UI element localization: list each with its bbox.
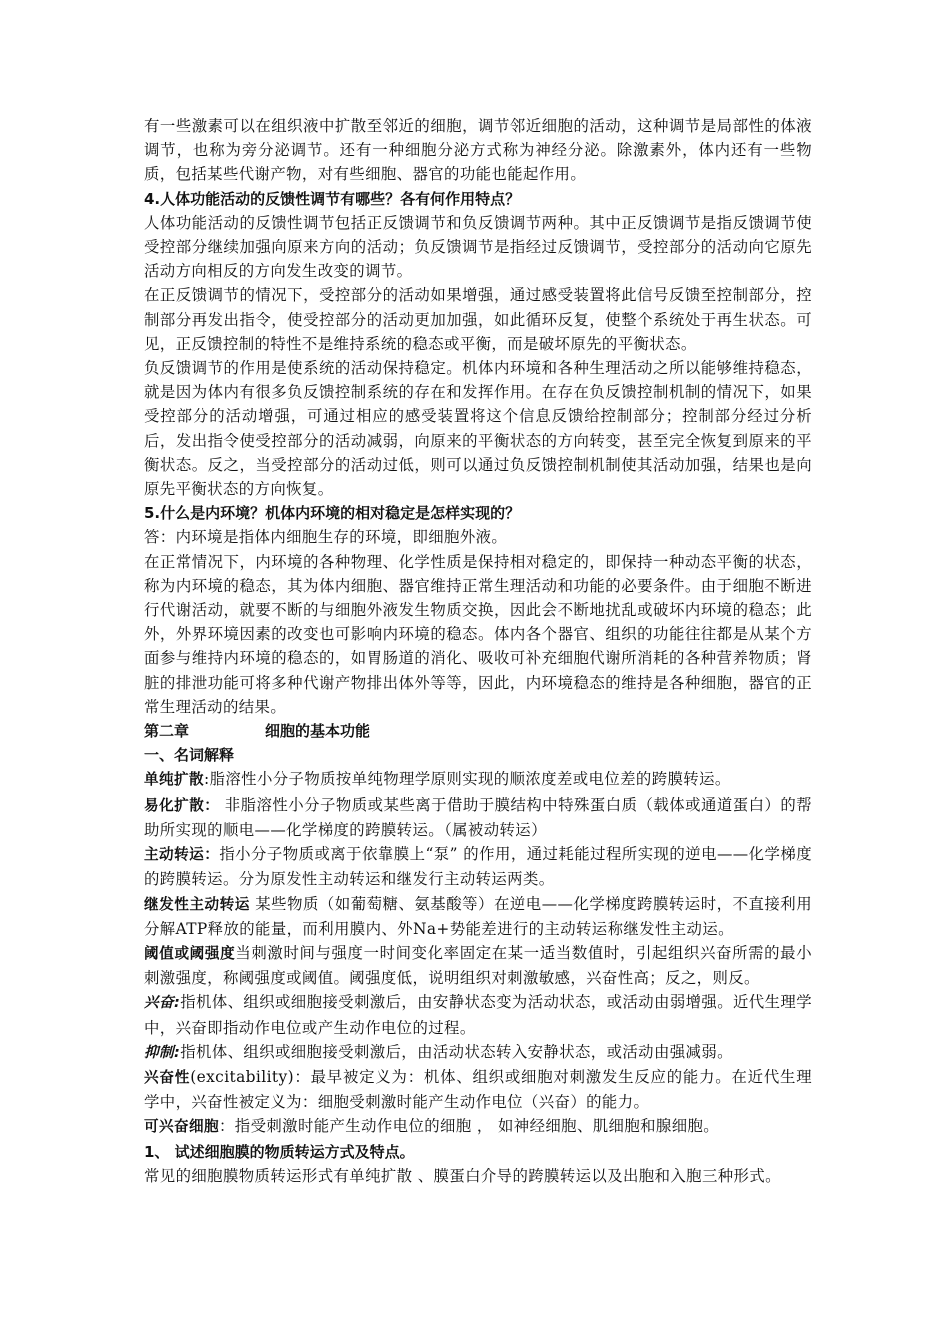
term-text: 当刺激时间与强度一时间变化率固定在某一适当数值时，引起组织兴奋所需的最小刺激强度，称阈强度或阈值。阈强度低，说明组织对刺激敏感，兴奋性高；反之，则反。 bbox=[144, 943, 813, 988]
term-label: 可兴奋细胞 bbox=[144, 1118, 219, 1136]
term-definition bbox=[144, 892, 812, 941]
term-definition bbox=[144, 1040, 812, 1065]
term-label: 主动转运： bbox=[144, 846, 220, 864]
paragraph: 在正反馈调节的情况下，受控部分的活动如果增强，通过感受装置将此信号反馈至控制部分，控制部分再发出指令，使受控部分的活动更加加强，如此循环反复，使整个系统处于再生状态。可见，正反馈控制的特性不是维持系统的稳态或平衡，而是破坏原先的平衡状态。 bbox=[144, 286, 812, 353]
term-text: 某些物质（如葡萄糖、氨基酸等）在逆电——化学梯度跨膜转运时，不直接利用分解ATP释放的能量，而利用膜内、外Na+势能差进行的主动转运称继发性主动运。 bbox=[144, 894, 812, 938]
chapter-heading bbox=[144, 719, 812, 743]
term-label: 抑制: bbox=[144, 1043, 181, 1061]
paragraph: 有一些激素可以在组织液中扩散至邻近的细胞，调节邻近细胞的活动，这种调节是局部性的体液调节，也称为旁分泌调节。还有一种细胞分泌方式称为神经分泌。除激素外，体内还有一些物质，包括某些代谢产物，对有些细胞、器官的功能也能起作用。 bbox=[144, 117, 812, 184]
term-label: 兴奋: bbox=[144, 994, 181, 1012]
document-body bbox=[144, 114, 812, 1188]
term-definition bbox=[144, 1114, 812, 1139]
term-text: 指机体、组织或细胞接受刺激后，由安静状态变为活动状态，或活动由弱增强。近代生理学中，兴奋即指动作电位或产生动作电位的过程。 bbox=[144, 993, 812, 1037]
paragraph: 答：内环境是指体内细胞生存的环境，即细胞外液。 bbox=[144, 528, 508, 547]
term-label: 兴奋性 bbox=[144, 1068, 191, 1086]
term-text: 非脂溶性小分子物质或某些离于借助于膜结构中特殊蛋白质（载体或通道蛋白）的帮助所实现的顺电——化学梯度的跨膜转运。（属被动转运） bbox=[144, 795, 812, 839]
question-heading: 4.人体功能活动的反馈性调节有哪些？各有何作用特点？ bbox=[144, 189, 521, 208]
term-text: ：指受刺激时能产生动作电位的细胞 ， 如神经细胞、肌细胞和腺细胞。 bbox=[218, 1117, 720, 1136]
question-heading: 5.什么是内环境？机体内环境的相对稳定是怎样实现的？ bbox=[144, 504, 521, 523]
term-definition bbox=[144, 793, 812, 842]
section-heading: 一、名词解释 bbox=[144, 746, 235, 765]
term-label: 单纯扩散 bbox=[144, 771, 204, 789]
paragraph: 常见的细胞膜物质转运形式有单纯扩散 、膜蛋白介导的跨膜转运以及出胞和入胞三种形式。 bbox=[144, 1166, 781, 1185]
term-definition bbox=[144, 767, 812, 792]
term-text: (excitability)：最早被定义为：机体、组织或细胞对刺激发生反应的能力。在近代生理学中，兴奋性被定义为：细胞受刺激时能产生动作电位（兴奋）的能力。 bbox=[144, 1067, 813, 1112]
term-definition bbox=[144, 842, 812, 891]
term-definition bbox=[144, 990, 812, 1039]
paragraph: 负反馈调节的作用是使系统的活动保持稳定。机体内环境和各种生理活动之所以能够维持稳态，就是因为体内有很多负反馈控制系统的存在和发挥作用。在存在负反馈控制机制的情况下，如果受控部分的活动增强，可通过相应的感受装置将这个信息反馈给控制部分；控制部分经过分析后，发出指令使受控部分的活动减弱，向原来的平衡状态的方向转变，甚至完全恢复到原来的平衡状态。反之，当受控部分的活动过低，则可以通过负反馈控制机制使其活动加强，结果也是向原先平衡状态的方向恢复。 bbox=[144, 359, 812, 499]
term-definition bbox=[144, 941, 812, 990]
chapter-title: 细胞的基本功能 bbox=[265, 722, 371, 741]
term-label: 阈值或阈强度 bbox=[144, 944, 236, 962]
term-definition bbox=[144, 1065, 812, 1114]
chapter-number: 第二章 bbox=[144, 722, 190, 741]
term-text: 指机体、组织或细胞接受刺激后，由活动状态转入安静状态，或活动由强减弱。 bbox=[180, 1042, 733, 1061]
term-label: 继发性主动转运 bbox=[144, 895, 250, 913]
paragraph: 在正常情况下，内环境的各种物理、化学性质是保持相对稳定的，即保持一种动态平衡的状态，称为内环境的稳态，其为体内细胞、器官维持正常生理活动和功能的必要条件。由于细胞不断进行代谢活动，就要不断的与细胞外液发生物质交换，因此会不断地扰乱或破坏内环境的稳态；此外，外界环境因素的改变也可影响内环境的稳态。体内各个器官、组织的功能往往都是从某个方面参与维持内环境的稳态的，如胃肠道的消化、吸收可补充细胞代谢所消耗的各种营养物质；肾脏的排泄功能可将多种代谢产物排出体外等等，因此，内环境稳态的维持是各种细胞，器官的正常生理活动的结果。 bbox=[144, 552, 812, 716]
paragraph: 人体功能活动的反馈性调节包括正反馈调节和负反馈调节两种。其中正反馈调节是指反馈调节使受控部分继续加强向原来方向的活动；负反馈调节是指经过反馈调节，受控部分的活动向它原先活动方向相反的方向发生改变的调节。 bbox=[144, 213, 812, 281]
question-heading: 1、 试述细胞膜的物质转运方式及特点。 bbox=[144, 1142, 415, 1161]
term-text: :脂溶性小分子物质按单纯物理学原则实现的顺浓度差或电位差的跨膜转运。 bbox=[203, 770, 731, 789]
term-label: 易化扩散： bbox=[144, 796, 220, 814]
term-text: 指小分子物质或离于依靠膜上“泵” 的作用，通过耗能过程所实现的逆电——化学梯度的跨膜转运。分为原发性主动转运和继发行主动转运两类。 bbox=[144, 845, 812, 889]
